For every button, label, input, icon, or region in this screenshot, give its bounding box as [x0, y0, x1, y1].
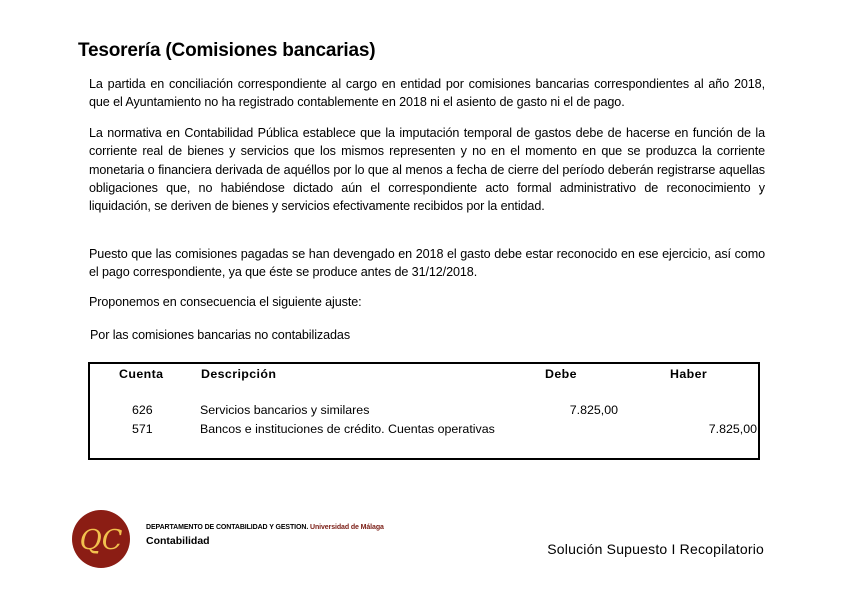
row-1-cuenta: 626: [132, 403, 153, 417]
header-descripcion: Descripción: [201, 367, 277, 381]
header-debe: Debe: [545, 367, 577, 381]
row-1-descripcion: Servicios bancarios y similares: [200, 403, 370, 417]
row-2-haber: 7.825,00: [708, 422, 757, 436]
journal-caption: Por las comisiones bancarias no contabilizadas: [90, 328, 351, 342]
paragraph-normativa: La normativa en Contabilidad Pública establece que la imputación temporal de gastos debe de hacerse en función de la corriente real de bienes y servicios que los mismos representen y no en el momento en que se produzca la corriente monetaria o financiera derivada de aquéllos por lo que al menos a fecha de cierre del período deberán registrarse aquellas obligaciones que, no habiéndose dictado aún el correspondiente acto formal administrativo de reconocimiento y liquidación, se deriven de bienes y servicios efectivamente recibidos por la entidad.: [89, 126, 765, 214]
paragraph-conclusion: Puesto que las comisiones pagadas se han devengado en 2018 el gasto debe estar reconocido en ese ejercicio, así como el pago correspondiente, ya que éste se produce antes de 31/12/2018.: [89, 247, 765, 280]
document-label: Solución Supuesto I Recopilatorio: [547, 541, 764, 557]
row-2-cuenta: 571: [132, 422, 153, 436]
paragraph-propuesta: Proponemos en consecuencia el siguiente ajuste:: [89, 295, 362, 309]
header-haber: Haber: [670, 367, 708, 381]
journal-entry-table: [88, 362, 760, 460]
department-name: [146, 524, 384, 531]
header-cuenta: Cuenta: [119, 367, 164, 381]
department-label: DEPARTAMENTO DE CONTABILIDAD Y GESTION.: [146, 524, 309, 531]
page-title: Tesorería (Comisiones bancarias): [78, 40, 376, 61]
row-2-descripcion: Bancos e instituciones de crédito. Cuentas operativas: [200, 422, 495, 436]
paragraph-context: La partida en conciliación correspondiente al cargo en entidad por comisiones bancarias correspondientes al año 2018, que el Ayuntamiento no ha registrado contablemente en 2018 ni el asiento de gasto ni el de pago.: [89, 77, 765, 110]
row-1-debe: 7.825,00: [569, 403, 618, 417]
university-label: Universidad de Málaga: [310, 524, 384, 531]
area-label: Contabilidad: [146, 535, 210, 547]
logo-letters: QC: [79, 525, 123, 556]
department-logo-icon: [72, 510, 130, 568]
